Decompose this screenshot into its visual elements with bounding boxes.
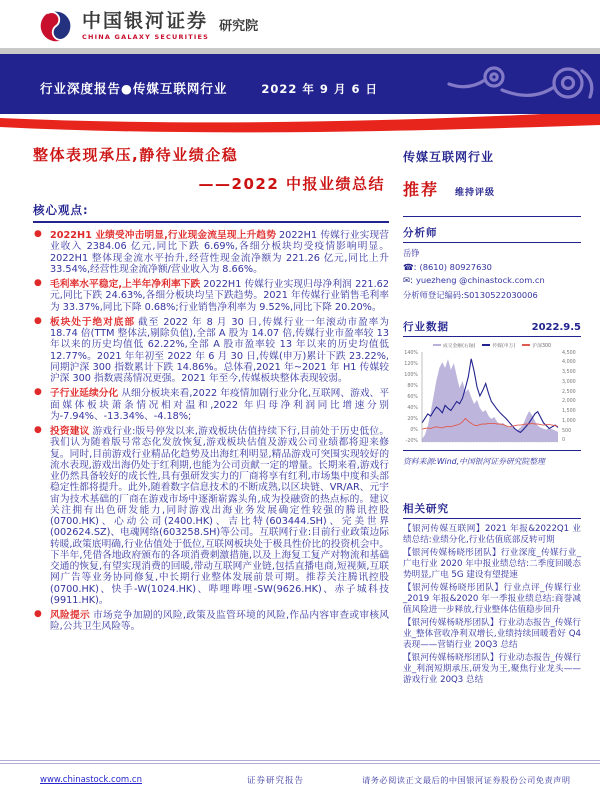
bullet-dot-icon: ● — [34, 387, 42, 398]
report-title: 整体表现承压,静待业绩企稳 — [33, 146, 239, 164]
divider — [403, 216, 581, 217]
bullet-lead: 2022H1 业绩受冲击明显,行业现金流呈现上升趋势 — [50, 230, 277, 241]
legend-swatch — [433, 344, 441, 347]
logo-title: 中国银河证券 — [82, 9, 209, 32]
phone-icon: ☎: — [403, 262, 417, 273]
related-research-item: 【银河传媒杨晓彤团队】行业动态报告_传媒行业_利润短期承压,研发为王,聚焦行业龙头——游戏行业 20Q3 总结 — [403, 652, 581, 685]
chart-right-axis — [560, 350, 577, 444]
analyst-phone: (8610) 80927630 — [419, 261, 492, 272]
analyst-email: yuezheng @chinastock.com.cn — [416, 275, 545, 285]
industry-data-heading: 行业数据 — [403, 320, 449, 333]
bullet-lead: 板块处于绝对底部 — [50, 316, 136, 328]
axis-tick-label: 2,000 — [562, 399, 576, 405]
axis-tick-label: 40% — [407, 405, 418, 411]
axis-tick-label: 0% — [410, 427, 418, 433]
core-views-list — [33, 230, 389, 633]
axis-tick-label: 500 — [562, 428, 572, 434]
report-date: 2022 年 9 月 6 日 — [261, 82, 378, 96]
bullet-dot-icon: ● — [34, 229, 42, 239]
related-research-item: 【银河传媒互联网】2021 年报&2022Q1 业绩总结:业绩分化,行业估值底部反转可期 — [403, 523, 581, 545]
analyst-email-row — [403, 275, 581, 286]
main-column — [33, 136, 389, 688]
list-item — [33, 279, 389, 313]
axis-tick-label: 80% — [407, 383, 418, 389]
legend-item: 成交金额(右轴) — [433, 342, 476, 349]
bullet-body: 从细分板块来看,2022 年疫情加剧行业分化,互联网、游戏、平面媒体板块萧条情况相对温和,2022 年归母净利润同比增速分别为-7.94%、-13.34%、-4.18%; — [50, 388, 390, 422]
axis-tick-label: -20% — [405, 438, 418, 444]
report-type-label: 行业深度报告●传媒互联网行业 — [40, 81, 228, 96]
bullet-lead: 风险提示 — [50, 610, 90, 621]
industry-data-date: 2022.9.5 — [531, 321, 581, 333]
analyst-phone-row — [403, 262, 581, 273]
industry-chart — [403, 342, 581, 446]
axis-tick-label: 140% — [404, 350, 418, 356]
list-item — [33, 388, 389, 422]
axis-tick-label: 3,500 — [562, 370, 576, 376]
analyst-name: 岳铮 — [403, 248, 420, 258]
bullet-lead: 毛利率水平稳定,上半年净利率下跌 — [50, 279, 201, 290]
chart-left-axis — [403, 350, 420, 444]
rating-note: 维持评级 — [455, 188, 496, 198]
chart-plot-area — [420, 350, 560, 446]
axis-tick-label: 20% — [407, 416, 418, 422]
page-footer — [0, 760, 600, 800]
footer-disclaimer: 请务必阅读正文最后的中国银河证券股份公司免责声明 — [362, 774, 571, 785]
related-research-item: 【银河传媒杨晓彤团队】行业点评_传媒行业_2019 年报&2020 年一季报业绩总结:商誉减值风险进一步释放,行业整体估值稳步回升 — [403, 582, 581, 615]
bullet-body: 2022H1 传媒行业实现归母净利润 221.62 元,同比下跌 24.63%,各细分板块均呈下跌趋势。2021 年传媒行业销售毛利率为 33.37%,同比下降 0.68%;行业销售净利率为 9.52%,同比下降 20.20%。 — [50, 279, 389, 313]
legend-item: 沪深300 — [522, 342, 551, 349]
axis-tick-label: 4,500 — [562, 350, 576, 356]
core-views-heading: 核心观点: — [33, 202, 389, 223]
axis-tick-label: 3,000 — [562, 379, 576, 385]
legend-item: 传媒(申万) — [482, 342, 515, 349]
bullet-lead: 子行业延续分化 — [50, 388, 119, 400]
email-icon: ✉: — [403, 276, 413, 286]
legend-swatch — [482, 344, 490, 347]
bullet-lead: 投资建议 — [50, 426, 90, 437]
galaxy-logo-icon — [38, 8, 74, 44]
report-banner — [0, 54, 600, 114]
list-item — [33, 426, 389, 606]
cloud-decoration-icon — [410, 56, 600, 114]
axis-tick-label: 100% — [404, 372, 418, 378]
axis-tick-label: 0 — [562, 438, 566, 444]
bullet-body: 2022H1 传媒行业实现营业收入 2384.06 亿元,同比下跌 6.69%,各细分板块均受疫情影响明显。2022H1 整体现金流水平抬升,经营性现金流净额为 221.26 亿元,同比上升 33.54%,经营性现金流净额/营业收入为 8.66%。 — [50, 230, 389, 275]
list-item — [33, 610, 389, 633]
axis-tick-label: 1,500 — [562, 409, 576, 415]
chart-source-note: 资料来源:Wind,中国银河证券研究院整理 — [403, 450, 581, 467]
logo-subtitle: CHINA GALAXY SECURITIES — [82, 32, 210, 41]
list-item — [33, 230, 389, 275]
axis-tick-label: 4,000 — [562, 360, 576, 366]
axis-tick-label: 120% — [404, 361, 418, 367]
sidebar — [403, 136, 581, 688]
bullet-dot-icon: ● — [34, 315, 42, 326]
rating-badge: 推荐 — [403, 180, 440, 199]
bullet-body: 市场竞争加剧的风险,政策及监管环境的风险,作品内容审查或审核风险,公共卫生风险等。 — [50, 610, 389, 633]
footer-website-link[interactable]: www.chinastock.com.cn — [40, 775, 142, 785]
header-logo-row — [0, 0, 600, 48]
legend-swatch — [522, 344, 530, 347]
bullet-body: 游戏行业:版号停发以来,游戏板块估值持续下行,目前处于历史低位。我们认为随着版号常态化发放恢复,游戏板块估值及游戏公司业绩都将迎来修复。同时,目前游戏行业精品化趋势及出海红利明显,精品游戏可突围实现较好的流水表现,游戏出海仍处于红利期,也能为公司贡献一定的增量。长期来看,游戏行业仍然具备较好的成长性,具有强研发实力的厂商将享有红利,市场集中度和头部稳定性都将提升。此外,随着数字信息技术的不断成熟,以区块链、VR/AR、元宇宙为技术基础的厂商在游戏市场中逐渐崭露头角,成为投融资的热点标的。建议关注拥有出色研发能力,同时游戏出海业务发展确定性较强的腾讯控股(0700.HK)、心动公司(2400.HK)、吉比特(603444.SH)、完美世界(002624.SZ)、电魂网络(603258.SH)等公司。互联网行业:目前行业政策边际转暖,政策底明确,行业估值处于低位,互联网板块处于极具性价比的投资机会中。下半年,凭借各地政府颁布的各项消费刺激措施,以及上海复工复产对物流和基础交通的恢复,有望实现消费的回暖,带动互联网产业链,包括直播电商,短视频,互联网广告等业务协同修复,中长期行业整体发展前景可期。推荐关注腾讯控股(0700.HK)、快手-W(1024.HK)、哔哩哔哩-SW(9626.HK)、赤子城科技(9911.HK)。 — [50, 426, 390, 606]
axis-tick-label: 60% — [407, 394, 418, 400]
axis-tick-label: 2,500 — [562, 389, 576, 395]
logo-text-block — [82, 9, 210, 41]
footer-report-type: 证券研究报告 — [246, 776, 304, 786]
analyst-license: 分析师登记编码:S0130522030006 — [403, 289, 538, 300]
related-research-item: 【银河传媒杨晓彤团队】行业深度_传媒行业_广电行业 2020 年中报业绩总结:二季度回暖态势明显,广电 5G 建设有望提速 — [403, 547, 581, 580]
axis-tick-label: 1,000 — [562, 418, 576, 424]
bullet-body: 截至 2022 年 8 月 30 日,传媒行业一年滚动市盈率为 18.74 倍(TTM 整体法,剔除负值),全部 A 股为 14.07 倍,传媒行业市盈率较 13 年以来的历史均值低 62.22%,全部 A 股市盈率较 13 年以来的历史均值低 12.77%。2021 年年初至 2022 年 6 月 30 日,传媒(申万)累计下跌 23.22%,同期沪深 300 指数累计下跌 14.86%。总体看,2021 年~2021 年 H1 传媒较沪深 300 指数震荡情况更强。2021 年至今,传媒板块整体表现较弱。 — [50, 316, 389, 384]
bullet-dot-icon: ● — [34, 609, 42, 619]
analyst-heading: 分析师 — [403, 225, 581, 243]
list-item — [33, 317, 389, 385]
bullet-dot-icon: ● — [34, 278, 42, 288]
related-research-heading: 相关研究 — [403, 501, 581, 519]
report-subtitle: ——2022 中报业绩总结 — [198, 175, 385, 193]
logo-division: 研究院 — [219, 18, 259, 34]
chart-legend — [403, 342, 581, 349]
bullet-dot-icon: ● — [34, 425, 42, 435]
sidebar-industry-title: 传媒互联网行业 — [403, 150, 495, 164]
related-research-item: 【银河传媒杨晓彤团队】行业动态报告_传媒行业_整体营收净利双增长,业绩持续回暖看好 Q4 表现——营销行业 20Q3 总结 — [403, 617, 581, 650]
